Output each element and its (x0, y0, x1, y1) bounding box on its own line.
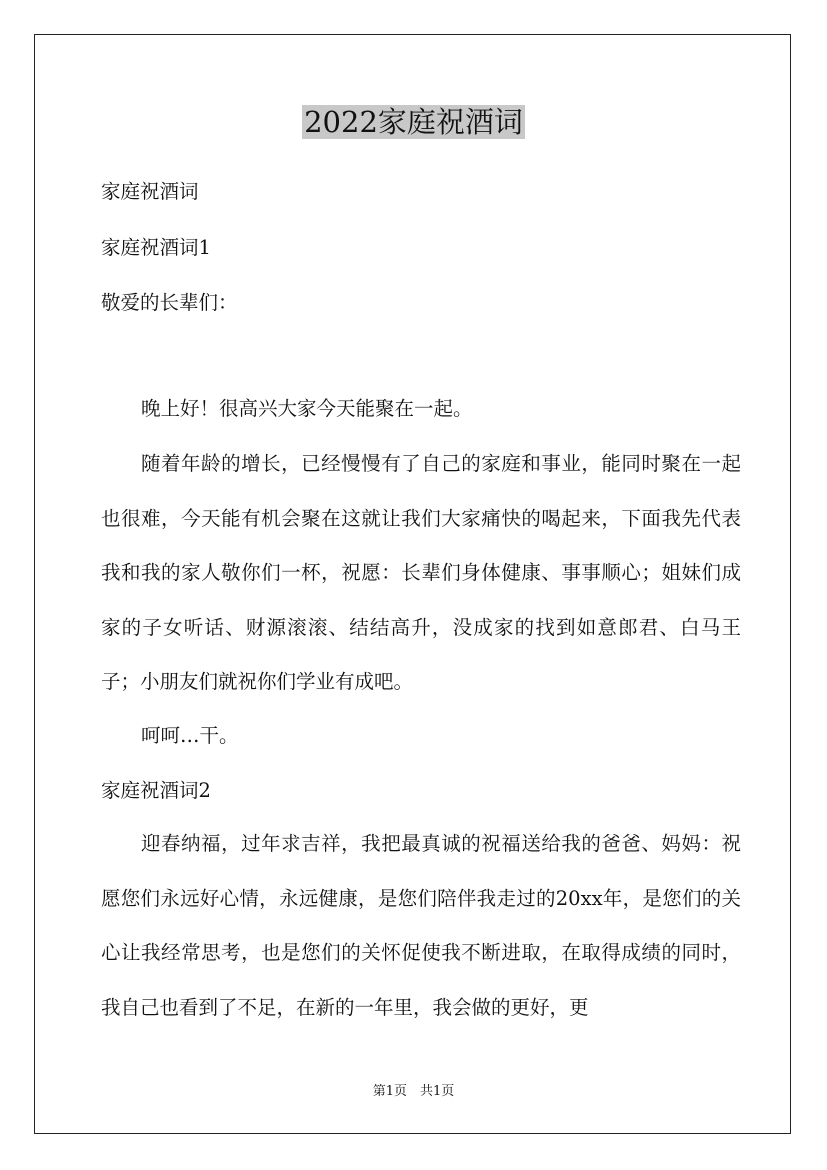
document-title (0, 100, 827, 144)
page-number-footer: 第1页 共1页 (372, 1084, 455, 1099)
paragraph-greeting: 晚上好！很高兴大家今天能聚在一起。 (141, 397, 473, 420)
document-title-text: 2022家庭祝酒词 (304, 105, 523, 139)
document-heading: 家庭祝酒词 (101, 180, 199, 203)
section-2-heading: 家庭祝酒词2 (101, 779, 211, 802)
salutation: 敬爱的长辈们： (101, 291, 238, 314)
paragraph-cheers: 呵呵…干。 (141, 724, 239, 747)
paragraph-new-year-blessing: 迎春纳福，过年求吉祥，我把最真诚的祝福送给我的爸爸、妈妈：祝愿您们永远好心情，永远健康，是您们陪伴我走过的20xx年，是您们的关心让我经常思考，也是您们的关怀促使我不断进取，在取得成绩的同时，我自己也看到了不足，在新的一年里，我会做的更好，更 (101, 832, 741, 1019)
section-1-heading: 家庭祝酒词1 (101, 236, 211, 259)
paragraph-toast-main: 随着年龄的增长，已经慢慢有了自己的家庭和事业，能同时聚在一起也很难，今天能有机会聚在这就让我们大家痛快的喝起来，下面我先代表我和我的家人敬你们一杯，祝愿：长辈们身体健康、事事顺心；姐妹们成家的子女听话、财源滚滚、结结高升，没成家的找到如意郎君、白马王子；小朋友们就祝你们学业有成吧。 (101, 452, 741, 693)
